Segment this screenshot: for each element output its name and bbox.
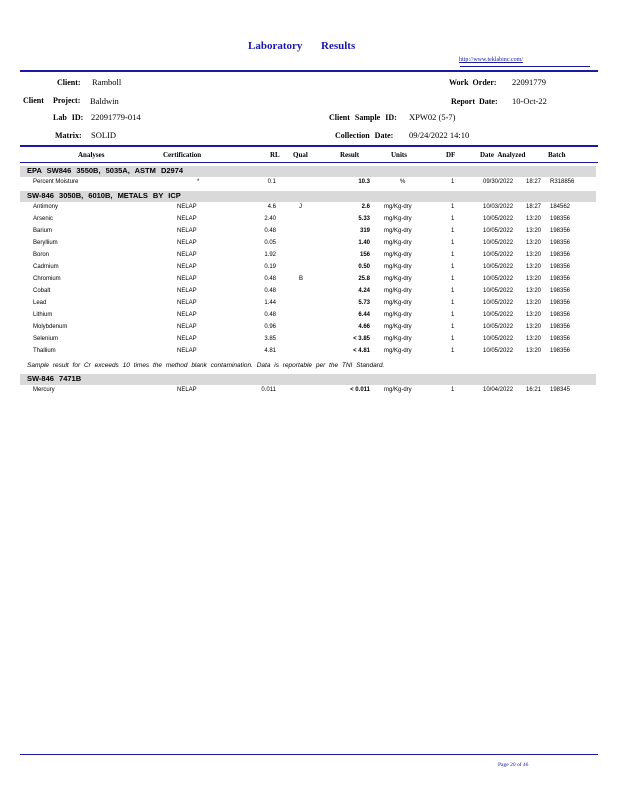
dilution-factor: 1 [451, 300, 455, 306]
batch-id: 198356 [550, 228, 571, 234]
units: mg/Kg-dry [384, 348, 412, 354]
time-analyzed: 13:20 [526, 336, 542, 342]
sample-note: Sample result for Cr exceeds 10 times the method blank contamination. Data is reportable per the TNI Standard. [27, 362, 385, 369]
date-analyzed: 10/05/2022 [483, 264, 514, 270]
batch-id: 198356 [550, 312, 571, 318]
title-laboratory: Laboratory [248, 40, 303, 52]
client-sample-id-label: Client Sample ID: [329, 113, 397, 122]
units: mg/Kg-dry [384, 300, 412, 306]
analyte-name: Antimony [33, 204, 59, 210]
batch-id: 198356 [550, 348, 571, 354]
table-row [20, 226, 596, 238]
time-analyzed: 16:21 [526, 387, 542, 393]
date-analyzed: 10/05/2022 [483, 312, 514, 318]
certification: NELAP [177, 228, 197, 234]
reporting-limit: 0.011 [261, 387, 276, 393]
matrix-value: SOLID [91, 130, 117, 140]
analyte-name: Arsenic [33, 216, 54, 222]
reporting-limit: 0.1 [267, 179, 276, 185]
units: mg/Kg-dry [384, 252, 412, 258]
analyte-name: Boron [33, 252, 50, 258]
table-row [20, 346, 596, 358]
result-value: 2.6 [361, 204, 370, 210]
table-row [20, 274, 596, 286]
certification: NELAP [177, 216, 197, 222]
dilution-factor: 1 [451, 312, 455, 318]
result-value: 4.66 [358, 324, 370, 330]
time-analyzed: 13:20 [526, 216, 542, 222]
reporting-limit: 0.19 [264, 264, 276, 270]
time-analyzed: 18:27 [526, 179, 542, 185]
certification: NELAP [177, 300, 197, 306]
section-header-metals [20, 191, 596, 202]
analyte-name: Molybdenum [33, 324, 68, 330]
units: mg/Kg-dry [384, 264, 412, 270]
col-batch: Batch [548, 151, 566, 159]
result-value: 10.3 [358, 179, 370, 185]
table-row [20, 334, 596, 346]
certification: NELAP [177, 387, 197, 393]
qualifier: B [299, 276, 304, 282]
table-row [20, 177, 596, 189]
certification: NELAP [177, 204, 197, 210]
units: mg/Kg-dry [384, 387, 412, 393]
title-results: Results [321, 40, 356, 52]
batch-id: 198356 [550, 216, 571, 222]
dilution-factor: 1 [451, 216, 455, 222]
section-title: EPA SW846 3550B, 5035A, ASTM D2974 [27, 166, 184, 175]
certification: NELAP [177, 276, 197, 282]
batch-id: 198356 [550, 252, 571, 258]
certification: NELAP [177, 348, 197, 354]
reporting-limit: 4.81 [264, 348, 276, 354]
units: mg/Kg-dry [384, 276, 412, 282]
result-value: 0.50 [358, 264, 370, 270]
qualifier: J [299, 204, 302, 210]
table-row [20, 385, 596, 397]
certification: NELAP [177, 252, 197, 258]
col-rl: RL [270, 151, 280, 159]
dilution-factor: 1 [451, 204, 455, 210]
table-row [20, 262, 596, 274]
batch-id: 198356 [550, 288, 571, 294]
units: mg/Kg-dry [384, 204, 412, 210]
analyte-name: Barium [33, 228, 53, 234]
dilution-factor: 1 [451, 228, 455, 234]
batch-id: 198356 [550, 336, 571, 342]
table-row [20, 238, 596, 250]
result-value: 156 [359, 252, 370, 258]
website-link[interactable]: http://www.teklabinc.com/ [459, 57, 523, 63]
col-date-analyzed: Date Analyzed [480, 151, 526, 159]
analyte-name: Lead [33, 300, 47, 306]
reporting-limit: 4.6 [267, 204, 276, 210]
time-analyzed: 13:20 [526, 276, 542, 282]
date-analyzed: 10/05/2022 [483, 228, 514, 234]
col-analyses: Analyses [78, 151, 105, 159]
col-df: DF [446, 151, 456, 159]
reporting-limit: 1.44 [264, 300, 276, 306]
certification: NELAP [177, 312, 197, 318]
reporting-limit: 0.48 [264, 288, 276, 294]
time-analyzed: 13:20 [526, 264, 542, 270]
batch-id: 198356 [550, 300, 571, 306]
collection-date-label: Collection Date: [335, 131, 394, 140]
dilution-factor: 1 [451, 179, 455, 185]
date-analyzed: 10/05/2022 [483, 336, 514, 342]
units: mg/Kg-dry [384, 228, 412, 234]
certification: * [197, 179, 200, 185]
time-analyzed: 18:27 [526, 204, 542, 210]
analyte-name: Chromium [33, 276, 61, 282]
result-value: 5.33 [358, 216, 370, 222]
col-units: Units [391, 151, 407, 159]
batch-id: 198345 [550, 387, 571, 393]
page-number: Page 20 of 46 [498, 762, 529, 768]
analyte-name: Percent Moisture [33, 179, 79, 185]
reporting-limit: 0.05 [264, 240, 276, 246]
lab-id-label: Lab ID: [53, 113, 84, 122]
batch-id: 198356 [550, 276, 571, 282]
certification: NELAP [177, 264, 197, 270]
dilution-factor: 1 [451, 240, 455, 246]
lab-id-value: 22091779-014 [91, 112, 141, 122]
project-label: Project: [53, 96, 81, 105]
dilution-factor: 1 [451, 387, 455, 393]
units: mg/Kg-dry [384, 216, 412, 222]
dilution-factor: 1 [451, 252, 455, 258]
date-analyzed: 10/05/2022 [483, 324, 514, 330]
section-header-moisture [20, 166, 596, 177]
date-analyzed: 10/05/2022 [483, 240, 514, 246]
certification: NELAP [177, 240, 197, 246]
footer-rule [20, 754, 598, 755]
time-analyzed: 13:20 [526, 324, 542, 330]
date-analyzed: 10/05/2022 [483, 300, 514, 306]
analyte-name: Cadmium [33, 264, 59, 270]
client-sample-id-value: XPW02 (5-7) [409, 112, 456, 122]
time-analyzed: 13:20 [526, 228, 542, 234]
time-analyzed: 13:20 [526, 288, 542, 294]
section-header-mercury [20, 374, 596, 385]
url-underline [460, 66, 590, 67]
certification: NELAP [177, 288, 197, 294]
table-row [20, 322, 596, 334]
date-analyzed: 10/05/2022 [483, 348, 514, 354]
section-title: SW-846 7471B [27, 374, 82, 383]
time-analyzed: 13:20 [526, 252, 542, 258]
reporting-limit: 0.48 [264, 276, 276, 282]
result-value: 319 [359, 228, 370, 234]
dilution-factor: 1 [451, 276, 455, 282]
header-top-rule [20, 70, 598, 72]
date-analyzed: 10/05/2022 [483, 276, 514, 282]
collection-date-value: 09/24/2022 14:10 [409, 130, 470, 140]
table-row [20, 202, 596, 214]
analyte-name: Beryllium [33, 240, 58, 246]
time-analyzed: 13:20 [526, 240, 542, 246]
analyte-name: Lithium [33, 312, 53, 318]
units: mg/Kg-dry [384, 240, 412, 246]
matrix-label: Matrix: [55, 131, 82, 140]
batch-id: R318856 [550, 179, 575, 185]
analyte-name: Selenium [33, 336, 59, 342]
units: % [400, 179, 406, 185]
batch-id: 198356 [550, 264, 571, 270]
col-qual: Qual [293, 151, 308, 159]
column-header-top-rule [20, 145, 598, 147]
report-date-value: 10-Oct-22 [512, 96, 547, 106]
section-title: SW-846 3050B, 6010B, METALS BY ICP [27, 191, 181, 200]
units: mg/Kg-dry [384, 336, 412, 342]
column-header-bottom-rule [20, 162, 598, 163]
dilution-factor: 1 [451, 264, 455, 270]
table-row [20, 250, 596, 262]
reporting-limit: 1.92 [264, 252, 276, 258]
table-row [20, 298, 596, 310]
client-label: Client: [57, 78, 81, 87]
units: mg/Kg-dry [384, 324, 412, 330]
reporting-limit: 0.96 [264, 324, 276, 330]
reporting-limit: 0.48 [264, 228, 276, 234]
col-certification: Certification [163, 151, 202, 159]
table-row [20, 286, 596, 298]
reporting-limit: 2.40 [264, 216, 276, 222]
date-analyzed: 10/05/2022 [483, 288, 514, 294]
result-value: 4.24 [358, 288, 370, 294]
analyte-name: Thallium [33, 348, 56, 354]
client-prefix-label: Client [23, 96, 44, 105]
reporting-limit: 0.48 [264, 312, 276, 318]
time-analyzed: 13:20 [526, 348, 542, 354]
table-row [20, 214, 596, 226]
batch-id: 198356 [550, 240, 571, 246]
date-analyzed: 10/05/2022 [483, 216, 514, 222]
result-value: 1.40 [358, 240, 370, 246]
work-order-value: 22091779 [512, 77, 546, 87]
analyte-name: Cobalt [33, 288, 51, 294]
certification: NELAP [177, 336, 197, 342]
reporting-limit: 3.85 [264, 336, 276, 342]
dilution-factor: 1 [451, 336, 455, 342]
date-analyzed: 10/04/2022 [483, 387, 514, 393]
certification: NELAP [177, 324, 197, 330]
batch-id: 184562 [550, 204, 571, 210]
result-value: 25.8 [358, 276, 370, 282]
date-analyzed: 10/05/2022 [483, 252, 514, 258]
result-value: < 0.011 [350, 387, 370, 393]
analyte-name: Mercury [33, 387, 55, 393]
result-value: 5.73 [358, 300, 370, 306]
work-order-label: Work Order: [449, 78, 497, 87]
time-analyzed: 13:20 [526, 312, 542, 318]
result-value: < 4.81 [353, 348, 370, 354]
batch-id: 198356 [550, 324, 571, 330]
date-analyzed: 09/30/2022 [483, 179, 514, 185]
units: mg/Kg-dry [384, 312, 412, 318]
time-analyzed: 13:20 [526, 300, 542, 306]
table-row [20, 310, 596, 322]
dilution-factor: 1 [451, 324, 455, 330]
result-value: < 3.85 [353, 336, 370, 342]
col-result: Result [340, 151, 360, 159]
client-value: Ramboll [92, 77, 122, 87]
result-value: 6.44 [358, 312, 370, 318]
dilution-factor: 1 [451, 288, 455, 294]
report-date-label: Report Date: [451, 97, 498, 106]
project-value: Baldwin [90, 96, 119, 106]
dilution-factor: 1 [451, 348, 455, 354]
date-analyzed: 10/03/2022 [483, 204, 514, 210]
units: mg/Kg-dry [384, 288, 412, 294]
